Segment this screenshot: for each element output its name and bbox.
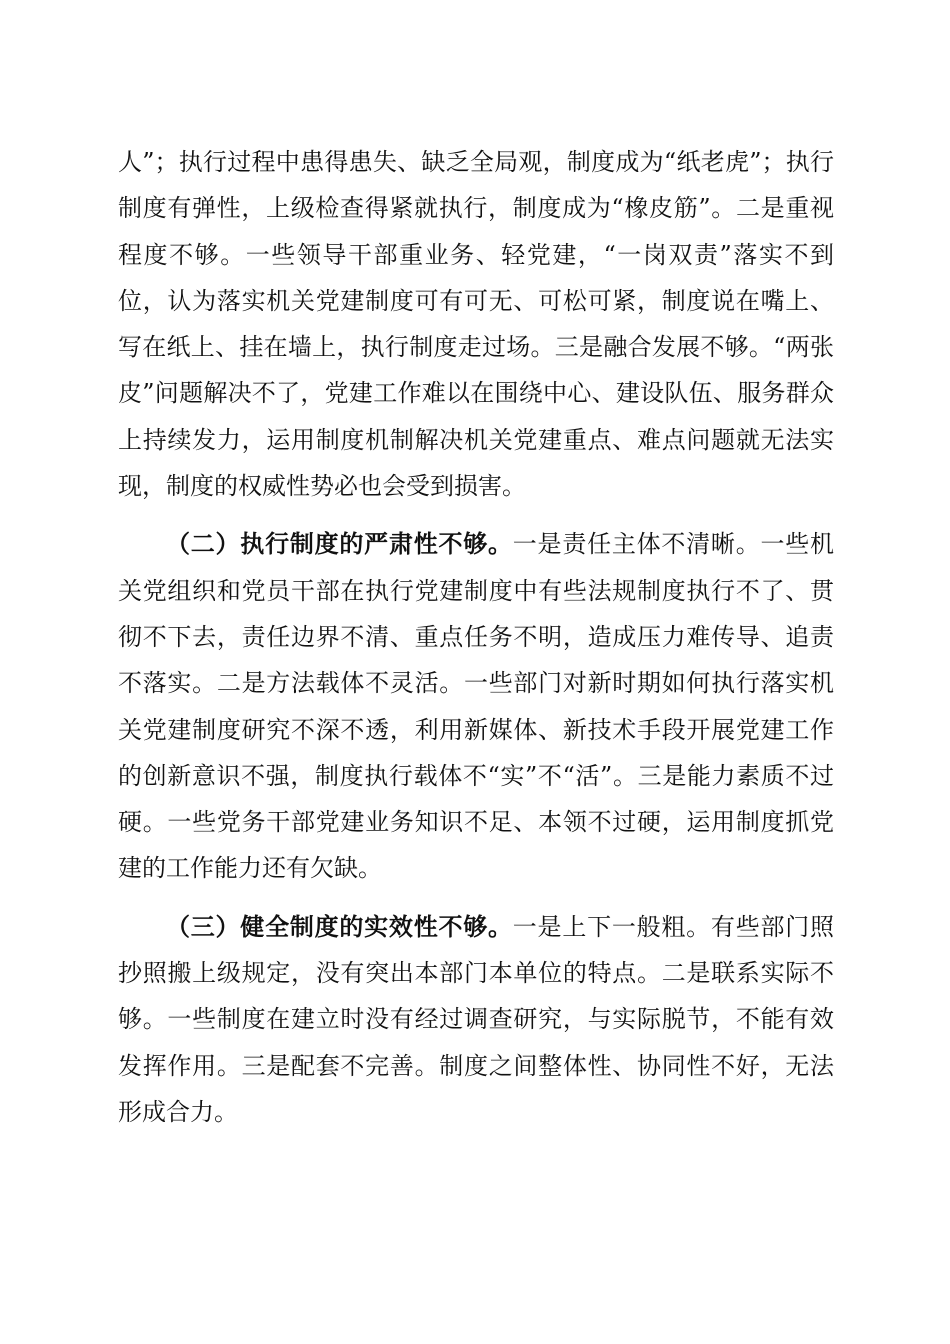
document-body: [118, 139, 834, 1135]
paragraph-section-3: [118, 904, 834, 1135]
paragraph-text: 一是上下一般粗。有些部门照抄照搬上级规定，没有突出本部门本单位的特点。二是联系实际不够。一些制度在建立时没有经过调查研究，与实际脱节，不能有效发挥作用。三是配套不完善。制度之间整体性、协同性不好，无法形成合力。: [118, 912, 835, 1126]
section-heading: （二）执行制度的严肃性不够。: [166, 529, 513, 559]
paragraph-text: 人”；执行过程中患得患失、缺乏全局观，制度成为“纸老虎”；执行制度有弹性，上级检查得紧就执行，制度成为“橡皮筋”。二是重视程度不够。一些领导干部重业务、轻党建，“一岗双责”落实不到位，认为落实机关党建制度可有可无、可松可紧，制度说在嘴上、写在纸上、挂在墙上，执行制度走过场。三是融合发展不够。“两张皮”问题解决不了，党建工作难以在围绕中心、建设队伍、服务群众上持续发力，运用制度机制解决机关党建重点、难点问题就无法实现，制度的权威性势必也会受到损害。: [118, 148, 834, 501]
section-heading: （三）健全制度的实效性不够。: [166, 911, 513, 941]
paragraph-text: 一是责任主体不清晰。一些机关党组织和党员干部在执行党建制度中有些法规制度执行不了、贯彻不下去，责任边界不清、重点任务不明，造成压力难传导、追责不落实。二是方法载体不灵活。一些部门对新时期如何执行落实机关党建制度研究不深不透，利用新媒体、新技术手段开展党建工作的创新意识不强，制度执行载体不“实”不“活”。三是能力素质不过硬。一些党务干部党建业务知识不足、本领不过硬，运用制度抓党建的工作能力还有欠缺。: [118, 530, 835, 883]
paragraph-continuation: [118, 139, 834, 509]
paragraph-section-2: [118, 521, 834, 891]
